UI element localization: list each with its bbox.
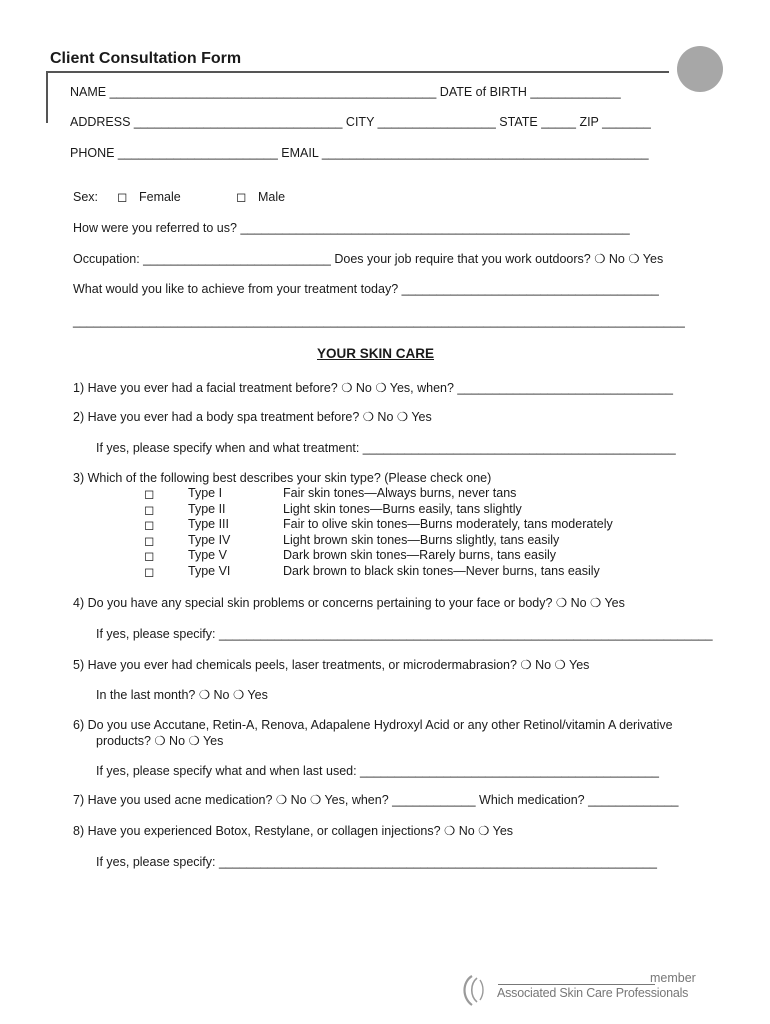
- male-label: Male: [258, 190, 286, 204]
- referral-line[interactable]: How were you referred to us? ________________________________________________________: [73, 221, 630, 235]
- phone-email-line[interactable]: PHONE _______________________ EMAIL _______________________________________________: [70, 146, 649, 160]
- address-line[interactable]: ADDRESS ______________________________ CITY _________________ STATE _____ ZIP _______: [70, 115, 651, 129]
- checkbox-icon[interactable]: ◻: [144, 564, 155, 579]
- skin-type-label: Type II: [188, 501, 226, 516]
- checkbox-icon[interactable]: ◻: [144, 502, 155, 517]
- skin-type-desc: Dark brown skin tones—Rarely burns, tans easily: [283, 548, 557, 563]
- skin-type-desc: Light brown skin tones—Burns slightly, tans easily: [283, 532, 560, 547]
- question-8[interactable]: 8) Have you experienced Botox, Restylane, or collagen injections? ❍ No ❍ Yes: [73, 824, 514, 838]
- male-checkbox[interactable]: ◻: [236, 190, 247, 204]
- logo-rule: [498, 984, 655, 985]
- question-4[interactable]: 4) Do you have any special skin problems or concerns pertaining to your face or body? ❍ No ❍ Yes: [73, 596, 625, 610]
- female-label: Female: [139, 190, 181, 204]
- question-8-followup[interactable]: If yes, please specify: _______________________________________________________________: [96, 855, 657, 869]
- question-6-options[interactable]: products? ❍ No ❍ Yes: [96, 734, 224, 748]
- logo-member-text: member: [650, 971, 696, 985]
- occupation-line[interactable]: Occupation: ___________________________ Does your job require that you work outdoors? ❍ No ❍ Yes: [73, 252, 664, 266]
- question-7[interactable]: 7) Have you used acne medication? ❍ No ❍ Yes, when? ____________ Which medication? _____________: [73, 793, 679, 807]
- logo-name-text: Associated Skin Care Professionals: [497, 986, 689, 1000]
- question-2[interactable]: 2) Have you ever had a body spa treatment before? ❍ No ❍ Yes: [73, 410, 432, 424]
- grey-circle-badge: [677, 46, 723, 92]
- checkbox-icon[interactable]: ◻: [144, 549, 155, 564]
- skin-type-label: Type VI: [188, 563, 231, 578]
- skin-type-desc: Light skin tones—Burns easily, tans slightly: [283, 501, 522, 516]
- name-dob-line[interactable]: NAME _______________________________________________ DATE of BIRTH _____________: [70, 85, 621, 99]
- question-2-followup[interactable]: If yes, please specify when and what treatment: _____________________________________________: [96, 441, 676, 455]
- question-5[interactable]: 5) Have you ever had chemicals peels, laser treatments, or microdermabrasion? ❍ No ❍ Yes: [73, 658, 590, 672]
- question-4-followup[interactable]: If yes, please specify: _______________________________________________________________________: [96, 627, 713, 641]
- goal-line[interactable]: What would you like to achieve from your treatment today? _____________________________________: [73, 282, 659, 296]
- skin-type-desc: Dark brown to black skin tones—Never burns, tans easily: [283, 563, 600, 578]
- question-6-followup[interactable]: If yes, please specify what and when last used: ___________________________________________: [96, 764, 659, 778]
- form-title: Client Consultation Form: [50, 50, 242, 67]
- checkbox-icon[interactable]: ◻: [144, 518, 155, 533]
- ascp-logo: [460, 970, 700, 1010]
- skin-type-label: Type V: [188, 548, 227, 563]
- skin-type-label: Type IV: [188, 532, 231, 547]
- header-rule-left: [46, 71, 48, 123]
- skin-type-desc: Fair to olive skin tones—Burns moderately, tans moderately: [283, 517, 613, 532]
- skin-type-label: Type III: [188, 517, 229, 532]
- female-checkbox[interactable]: ◻: [117, 190, 128, 204]
- sex-label: Sex:: [73, 190, 99, 204]
- question-3: 3) Which of the following best describes your skin type? (Please check one): [73, 471, 492, 485]
- goal-line-2[interactable]: ________________________________________________________________________________________: [73, 314, 685, 328]
- question-1[interactable]: 1) Have you ever had a facial treatment before? ❍ No ❍ Yes, when? _______________________________: [73, 381, 673, 395]
- section-heading: YOUR SKIN CARE: [317, 346, 435, 361]
- skin-type-label: Type I: [188, 486, 223, 500]
- ascp-logo-mark-icon: [460, 972, 496, 1008]
- question-5-followup[interactable]: In the last month? ❍ No ❍ Yes: [96, 688, 268, 702]
- checkbox-icon[interactable]: ◻: [144, 533, 155, 548]
- skin-type-desc: Fair skin tones—Always burns, never tans: [283, 486, 517, 500]
- header-rule: [47, 71, 669, 73]
- checkbox-icon[interactable]: ◻: [144, 487, 155, 501]
- question-6: 6) Do you use Accutane, Retin-A, Renova, Adapalene Hydroxyl Acid or any other Retinol/vitamin A derivative: [73, 718, 673, 732]
